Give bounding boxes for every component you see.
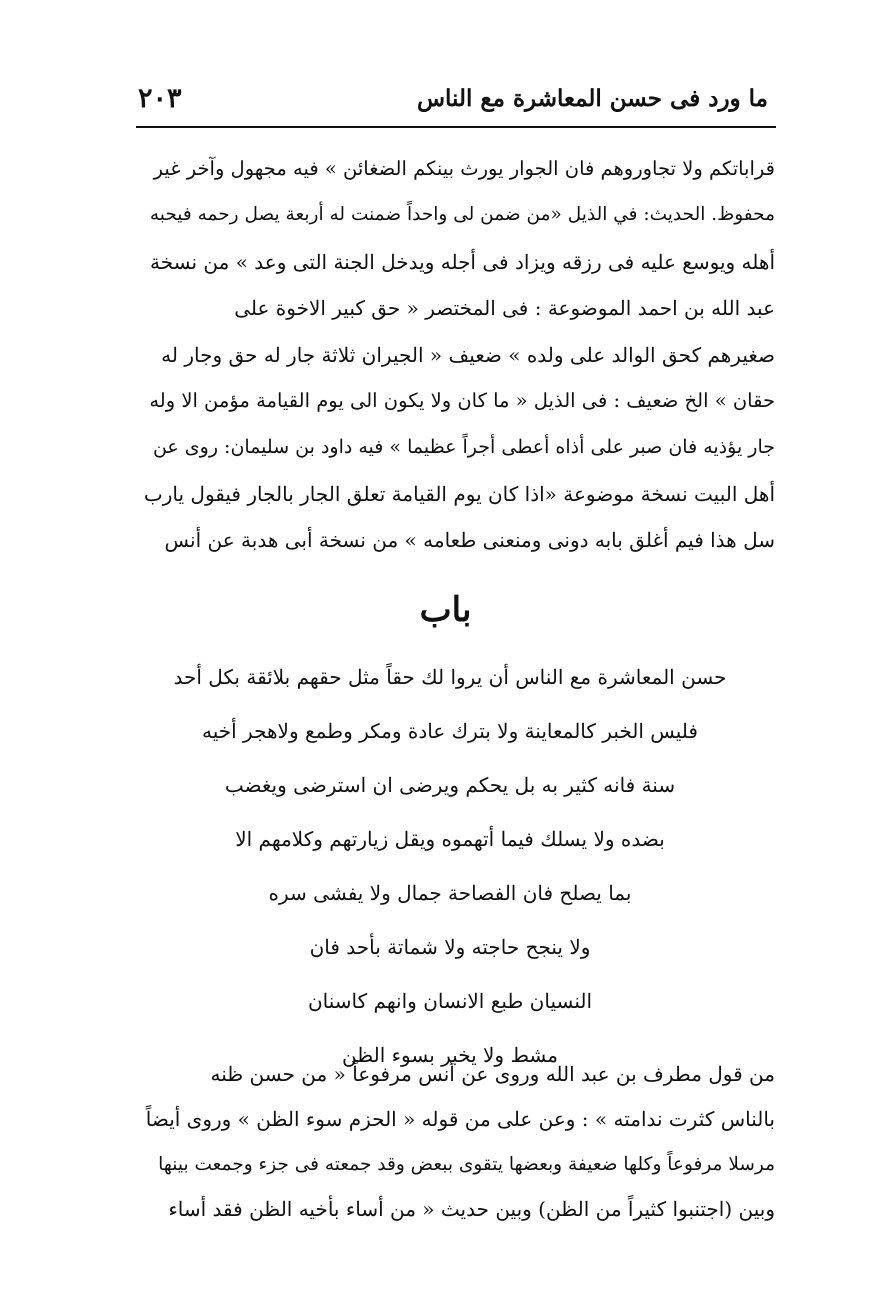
text-line: محفوظ. الحديث: في الذيل «من ضمن لى واحداً ضمنت له أربعة يصل رحمه فيحبه — [149, 204, 775, 226]
text-line: قراباتكم ولا تجاوروهم فان الجوار يورث بينكم الضغائن » فيه مجهول وآخر غير — [153, 157, 775, 180]
paragraph-commentary — [143, 1052, 775, 1232]
page-number: ۲۰۳ — [138, 82, 182, 114]
text-line: صغيرهم كحق الوالد على ولده » ضعيف « الجيران ثلاثة جار له حق وجار له — [161, 342, 775, 367]
text-line: عبد الله بن احمد الموضوعة : فى المختصر « حق كبير الاخوة على — [234, 296, 775, 321]
verse-line: مشط ولا يخبر بسوء الظن — [341, 1043, 558, 1067]
text-line: بالناس كثرت ندامته » : وعن على من قوله « الحزم سوء الظن » وروى أيضاً — [145, 1107, 775, 1131]
page-header — [138, 78, 768, 118]
verse-line: ولا ينجح حاجته ولا شماتة بأحد فان — [309, 935, 591, 959]
text-line: من قول مطرف بن عبد الله وروى عن أنس مرفوعاً « من حسن ظنه — [210, 1062, 775, 1086]
section-title: باب — [419, 590, 472, 630]
verse-line: سنة فانه كثير به بل يحكم ويرضى ان استرضى ويغضب — [224, 773, 676, 797]
running-title: ما ورد فی حسن المعاشرة مع الناس — [416, 84, 768, 112]
verse-line: حسن المعاشرة مع الناس أن يروا لك حقاً مثل حقهم بلائقة بكل أحد — [173, 665, 727, 689]
paragraph-hadith-notes — [143, 146, 775, 564]
text-line: أهله ويوسع عليه فى رزقه ويزاد فى أجله ويدخل الجنة التى وعد » من نسخة — [150, 249, 775, 274]
text-line: جار يؤذيه فان صبر على أذاه أعطى أجراً عظيما » فيه داود بن سليمان: روى عن — [152, 436, 775, 459]
text-line: وبين (اجتنبوا كثيراً من الظن) وبين حديث « من أساء بأخيه الظن فقد أساء — [168, 1197, 775, 1221]
text-line: سل هذا فيم أغلق بابه دونى ومنعنى طعامه » من نسخة أبى هدبة عن أنس — [164, 528, 775, 553]
verse-line: النسيان طبع الانسان وانهم كاسنان — [307, 989, 593, 1013]
text-line: أهل البيت نسخة موضوعة «اذا كان يوم القيامة تعلق الجار بالجار فيقول يارب — [143, 481, 775, 506]
header-rule — [136, 126, 776, 128]
text-line: حقان » الخ ضعيف : فى الذيل « ما كان ولا يكون الى يوم القيامة مؤمن الا وله — [149, 388, 775, 412]
verse-line: بضده ولا يسلك فيما أتهموه ويقل زيارتهم وكلامهم الا — [235, 827, 665, 851]
verse-line: بما يصلح فان الفصاحة جمال ولا يفشى سره — [268, 881, 632, 905]
verse-block — [150, 650, 750, 1082]
text-line: مرسلا مرفوعاً وكلها ضعيفة وبعضها يتقوى ببعض وقد جمعته فى جزء وجمعت بينها — [158, 1154, 775, 1175]
verse-line: فليس الخبر كالمعاينة ولا بترك عادة ومكر وطمع ولاهجر أخيه — [202, 719, 698, 743]
